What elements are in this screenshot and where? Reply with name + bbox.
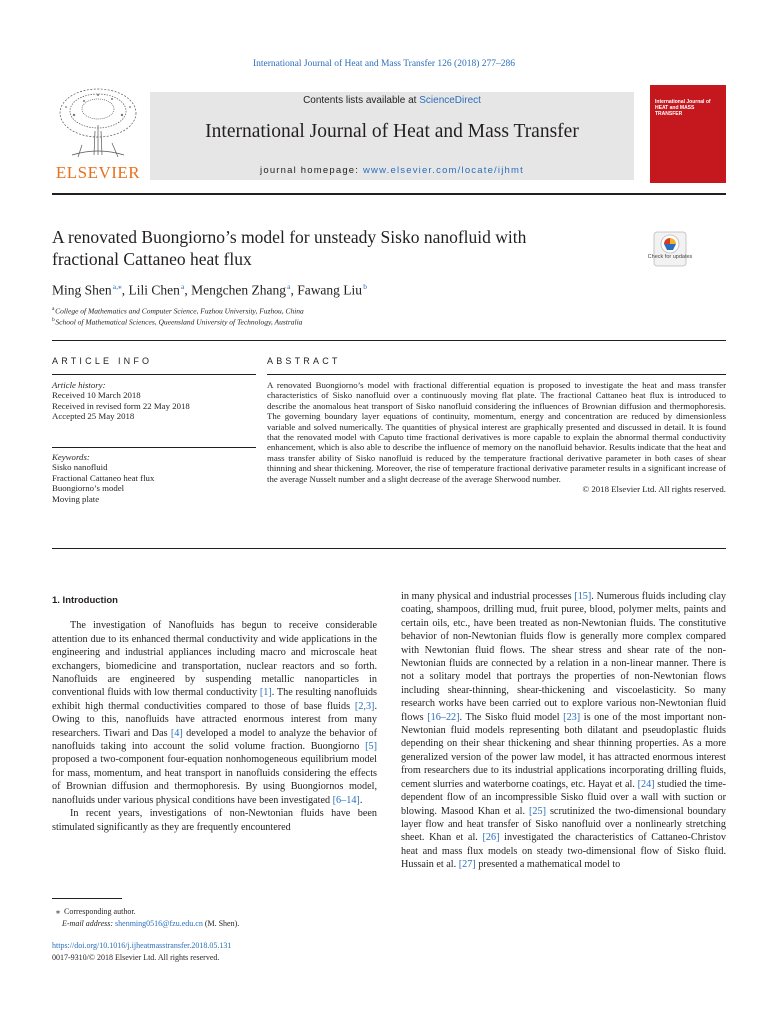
history-label: Article history: <box>52 380 106 390</box>
article-info-heading: ARTICLE INFO <box>52 356 153 366</box>
elsevier-logo[interactable] <box>52 85 144 183</box>
header-divider <box>52 193 726 195</box>
paper-title-line-1: A renovated Buongiorno’s model for unsteady Sisko nanofluid with <box>52 227 527 247</box>
affiliation-mark: b <box>52 317 55 323</box>
sciencedirect-link[interactable]: ScienceDirect <box>419 95 481 106</box>
contents-prefix: Contents lists available at <box>303 95 420 106</box>
doi-block <box>52 940 231 963</box>
article-info-rule <box>52 374 256 375</box>
footnote-mark: ⁎ <box>56 907 60 916</box>
text-run: . Numerous fluids including clay coating, shampoos, drilling mud, fruit puree, blood, polymer melts, paints and certain oils, etc., have been treated as non-Newtonian fluids. The constitutive behavior of non-Newtonian fluids flow is generally more complex compared with Newtonian fluid flows. The shear stress and shear rate of the non-Newtonian fluids are connected by a relation in a non-linear manner. There is not a solitary model that portrays the properties of non-Newtonian flows including shear-thinning, shear-thickening and viscoelasticity. So many research works have been carried out to explore various non-Newtonian fluid flows <box>401 591 726 723</box>
text-run: investigated the characteristics of Cattaneo-Christov heat and mass flux models on steady two-dimensional flow of Sisko fluid. Hussain et al. <box>401 832 726 871</box>
contents-line <box>150 95 634 106</box>
text-run: proposed a two-component four-equation nonhomogeneous equilibrium model for mass, momentum, and heat transport in nanofluids considering the effects of Brownian diffusion and thermophoresis. By using Buongiornos model, nanofluids under various physical conditions have been investigated <box>52 754 377 806</box>
keyword: Sisko nanofluid <box>52 462 108 473</box>
citation-link[interactable]: [26] <box>482 832 500 844</box>
citation-link[interactable]: [15] <box>574 591 592 602</box>
keyword: Buongiorno’s model <box>52 483 125 494</box>
abstract-heading: ABSTRACT <box>267 356 341 366</box>
article-history <box>52 380 252 422</box>
author-affiliation-mark[interactable]: a,⁎ <box>112 282 122 291</box>
crossmark-icon[interactable] <box>651 231 689 267</box>
text-run: presented a mathematical model to <box>475 859 621 871</box>
abstract-rule <box>267 374 726 375</box>
affiliation-a <box>52 306 304 316</box>
text-run: scrutinized the two-dimensional boundary layer flow and heat transfer of Sisko nanofluid over a nonlinearly stretching sheet. Khan et al. <box>401 805 726 844</box>
author-affiliation-mark[interactable]: b <box>363 282 367 291</box>
homepage-link[interactable]: www.elsevier.com/locate/ijhmt <box>362 165 524 176</box>
text-run: . Owing to this, nanofluids have attracted enormous interest from many researchers. Tiwari and Das <box>52 700 377 739</box>
citation-link[interactable]: [23] <box>563 711 581 723</box>
affiliation-text: School of Mathematical Sciences, Queensland University of Technology, Australia <box>55 317 303 327</box>
text-run: . <box>359 794 363 806</box>
doi-link[interactable]: https://doi.org/10.1016/j.ijheatmasstransfer.2018.05.131 <box>52 941 232 950</box>
citation-link[interactable]: [24] <box>637 778 655 790</box>
text-run: studied the time-dependent flow of an incompressible Sisko fluid over a wall with suction or blowing. Masood Khan et al. <box>401 778 726 817</box>
citation-link[interactable]: [16–22] <box>427 711 460 723</box>
author-affiliation-mark[interactable]: a <box>287 282 291 291</box>
citation-link[interactable]: [1] <box>259 687 272 699</box>
corresponding-label: Corresponding author. <box>64 907 136 916</box>
text-run: . The resulting nanofluids exhibit high thermal conductivities compared to those of base fluids <box>52 687 377 712</box>
received-date: Received 10 March 2018 <box>52 390 141 401</box>
revised-date: Received in revised form 22 May 2018 <box>52 400 190 411</box>
email-suffix: (M. Shen). <box>202 919 240 928</box>
text-run: The investigation of Nanofluids has begun to receive considerable attention due to its enhanced thermal conductivity and wide applications in the engineering and industrial appliances including macro and microscale heat exchangers, biomedicine and transportation, nuclear reactors and so forth. Nanofluids are engineered by suspending metallic nanoparticles in conventional fluids with low thermal conductivity <box>52 620 377 699</box>
accepted-date: Accepted 25 May 2018 <box>52 411 135 422</box>
journal-header <box>52 85 726 185</box>
email-link[interactable]: shenming0516@fzu.edu.cn <box>115 919 203 928</box>
citation-link[interactable]: [6–14] <box>332 794 360 806</box>
issn-line: 0017-9310/© 2018 Elsevier Ltd. All rights reserved. <box>52 952 220 962</box>
keyword: Fractional Cattaneo heat flux <box>52 472 155 483</box>
email-label: E-mail address: <box>62 919 116 928</box>
paper-title <box>52 226 612 270</box>
citation-link[interactable]: [4] <box>170 727 183 739</box>
paper-title-line-2: fractional Cattaneo heat flux <box>52 249 252 269</box>
journal-banner <box>150 92 634 180</box>
body-column-right <box>401 590 726 872</box>
keywords-block <box>52 452 252 504</box>
author-affiliation-mark[interactable]: a <box>181 282 185 291</box>
journal-title: International Journal of Heat and Mass Transfer <box>205 121 579 142</box>
affiliation-mark: a <box>52 306 55 312</box>
text-run: in many physical and industrial processes <box>401 591 575 602</box>
keywords-rule <box>52 447 256 448</box>
text-run: is one of the most important non-Newtonian fluid models representing both dilatant and pseudoplastic fluids depending on their shear thickening and shear thinning properties. As a more generalized version of the power law model, it has attracted enormous interest from researchers due to its industrial applications incorporating drilling fluids, cement slurries and waterborne coatings, etc. Hayat et al. <box>401 711 726 790</box>
intro-paragraph-1 <box>52 619 377 807</box>
journal-cover-thumbnail[interactable] <box>650 85 726 183</box>
body-column-left <box>52 590 377 834</box>
front-matter-divider <box>52 340 726 341</box>
text-run: developed a model to analyze the behavior of nanofluids taking into account the solid volume fraction. Buongiorno <box>52 727 377 753</box>
intro-paragraph-2: In recent years, investigations of non-Newtonian fluids have been stimulated significantly as they are frequently encountered <box>52 808 377 833</box>
abstract-body <box>267 380 726 494</box>
citation-link[interactable]: [27] <box>458 859 476 871</box>
publisher-name: ELSEVIER <box>55 163 141 182</box>
author-name: Fawang Liu <box>297 282 363 298</box>
section-heading: 1. Introduction <box>52 595 118 606</box>
email-line <box>52 918 239 930</box>
crossmark-label[interactable]: Check for updates <box>647 254 693 260</box>
author-name: Ming Shen <box>52 282 112 298</box>
elsevier-tree-icon <box>52 85 144 163</box>
cover-title: International Journal of HEAT and MASS TRANSFER <box>655 99 711 117</box>
intro-paragraph-2-continued <box>401 590 726 872</box>
keywords-label: Keywords: <box>52 452 90 462</box>
abstract-text: A renovated Buongiorno’s model with fractional differential equation is proposed to investigate the heat and mass transfer characteristics of Sisko nanofluid over a continuously moving flat plate. The fractional Cattaneo heat flux is introduced to describe the anomalous heat transport of Sisko nanofluid considering the influences of Brownian diffusion and thermophoresis. The governing boundary layer equations of continuity, momentum, energy and concentration are reduced by dimensionless variable and solved numerically. The quantities of physical interest are graphically presented and discussed in detail. It is found that the renovated model with Caputo time fractional derivatives is more capable to explain the abnormal thermal conductivity enhancement, which is also able to describe the influence of memory on the nanofluid behavior. Results indicate that the heat and mass transfer ability of Sisko nanofluid is reduced by the temperature fractional derivative parameter in both cases of shear thinning and shear thickening. Moreover, the rise of temperature fractional derivative parameter results in a significant increase of the average Nusselt number and a slight decrease of the average Sherwood number. <box>267 380 726 484</box>
affiliation-text: College of Mathematics and Computer Science, Fuzhou University, Fuzhou, China <box>55 306 304 316</box>
citation-link[interactable]: [5] <box>365 741 377 753</box>
text-run: . The Sisko fluid model <box>459 711 564 723</box>
footnote-divider <box>52 898 122 899</box>
homepage-prefix: journal homepage: <box>260 165 363 176</box>
footnote <box>52 906 239 930</box>
keyword: Moving plate <box>52 493 100 504</box>
journal-homepage <box>150 165 634 176</box>
abstract-copyright: © 2018 Elsevier Ltd. All rights reserved. <box>582 484 726 495</box>
author-name: Mengchen Zhang <box>191 282 286 298</box>
author-name: Lili Chen <box>128 282 180 298</box>
citation-link[interactable]: [2,3] <box>354 700 375 712</box>
corresponding-author-note <box>52 906 239 918</box>
journal-reference[interactable]: International Journal of Heat and Mass Transfer 126 (2018) 277–286 <box>253 59 515 69</box>
citation-link[interactable]: [25] <box>529 805 546 817</box>
abstract-bottom-divider <box>52 548 726 549</box>
author-list: Ming Shen $^{a,⁎}$, Lili Chen $^a$, Mengchen Zhang $^a$, Fawang Liu $^b$ <box>52 282 367 298</box>
affiliation-b <box>52 317 302 327</box>
